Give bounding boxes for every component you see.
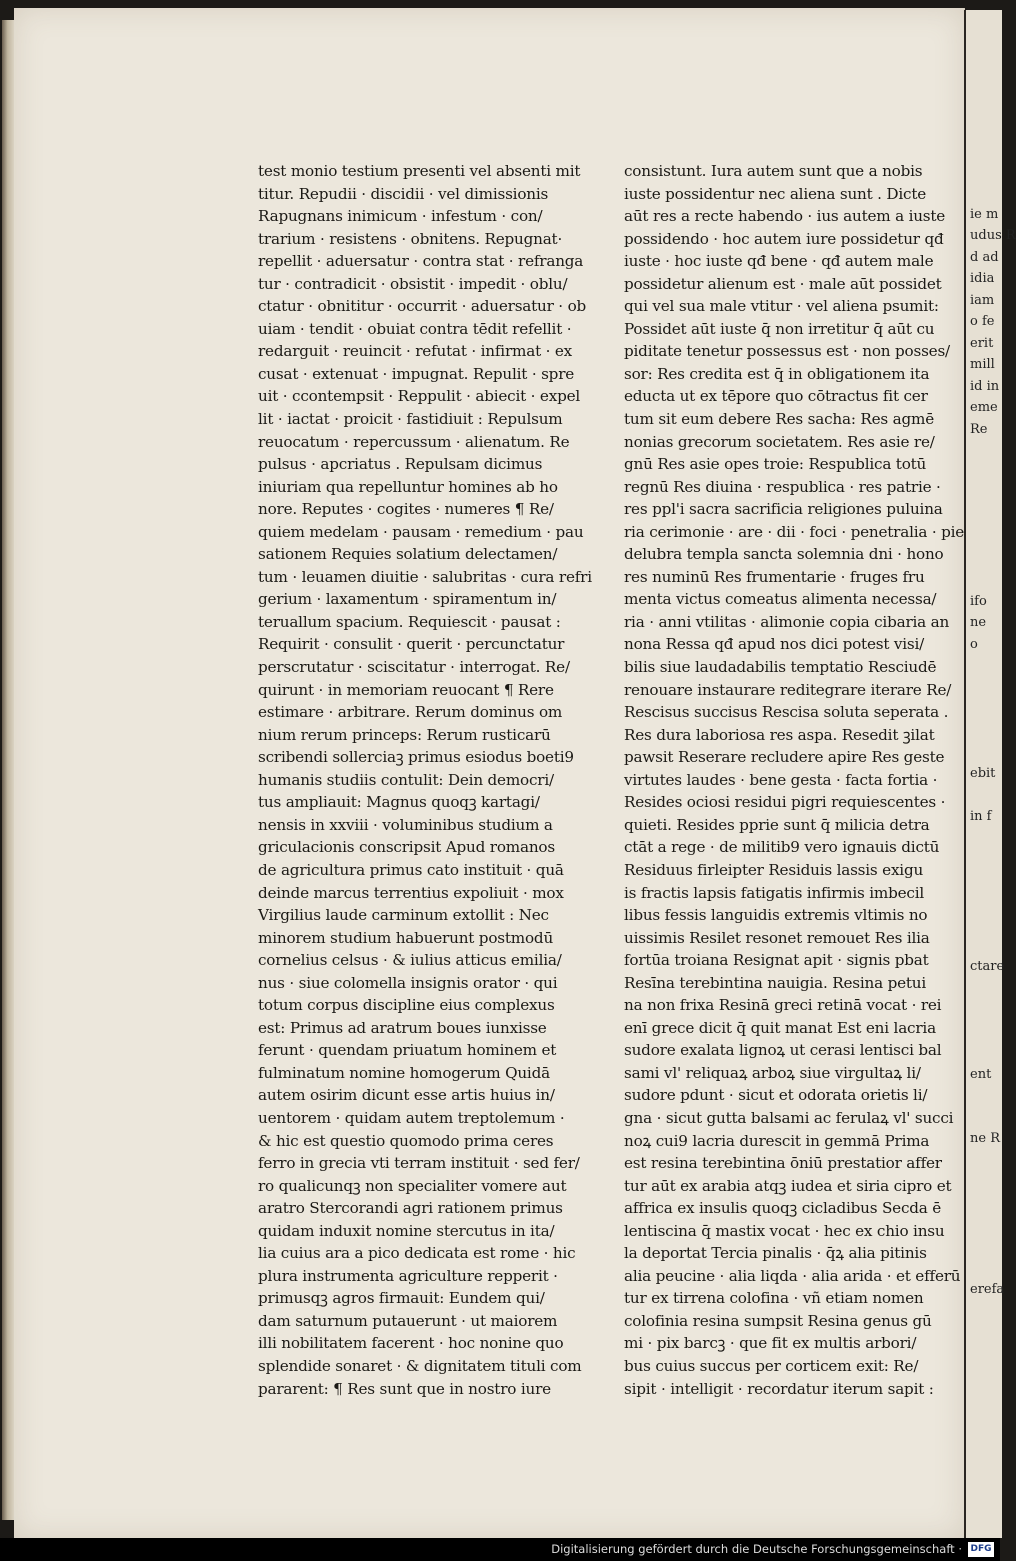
text-line: na non frixa Resinā greci retinā vocat · rei — [624, 996, 942, 1015]
facing-text-fragment: erefa — [970, 1281, 1005, 1297]
facing-text-fragment — [966, 161, 1002, 183]
text-line: ferunt · quendam priuatum hominem et — [258, 1041, 557, 1060]
text-line: iuste possidentur nec aliena sunt . Dicte — [624, 184, 927, 203]
facing-text-fragment — [966, 1494, 1002, 1516]
text-line: humanis studiis contulit: Dein democri/ — [258, 770, 554, 789]
facing-text-fragment: ne — [970, 615, 987, 630]
facing-text-fragment — [966, 677, 1002, 699]
text-line: uentorem · quidam autem treptolemum · — [258, 1108, 565, 1127]
text-line: tur · contradicit · obsistit · impedit · oblu/ — [258, 274, 568, 293]
facing-text-fragment — [966, 505, 1002, 527]
text-line: sami vl' reliquaꝝ arboꝝ siue virgultaꝝ li/ — [624, 1063, 921, 1082]
text-line: cusat · extenuat · impugnat. Repulit · spre — [258, 364, 575, 383]
text-line: alia peucine · alia liqda · alia arida · et efferū — [624, 1266, 961, 1285]
left-text-column — [258, 160, 592, 1400]
text-line: regnū Res diuina · respublica · res patrie · — [624, 477, 941, 496]
text-line: iniuriam qua repelluntur homines ab ho — [258, 477, 558, 496]
text-line: sationem Requies solatium delectamen/ — [258, 545, 558, 564]
text-line: redarguit · reuincit · refutat · infirmat · ex — [258, 342, 573, 361]
facing-text-fragment — [966, 892, 1002, 914]
facing-text-fragment — [966, 1451, 1002, 1473]
facing-text-fragment — [966, 1042, 1002, 1064]
text-line: Requirit · consulit · querit · percunctatur — [258, 635, 565, 654]
text-line: iuste · hoc iuste qđ bene · qđ autem male — [624, 252, 934, 271]
facing-text-fragment — [966, 462, 1002, 484]
text-line: gerium · laxamentum · spiramentum in/ — [258, 590, 557, 609]
facing-text-fragment: o — [970, 636, 978, 652]
facing-text-fragment — [966, 1150, 1002, 1172]
text-line: de agricultura primus cato instituit · quā — [258, 860, 564, 879]
text-line: titur. Repudii · discidii · vel dimissionis — [258, 184, 549, 203]
text-line: estimare · arbitrare. Rerum dominus om — [258, 703, 563, 722]
facing-text-fragment — [966, 720, 1002, 742]
facing-text-fragment — [966, 440, 1002, 462]
facing-text-fragment — [966, 1214, 1002, 1236]
text-line: is fractis lapsis fatigatis infirmis imbecil — [624, 883, 925, 902]
facing-text-fragment — [966, 53, 1002, 75]
facing-text-fragment — [966, 1429, 1002, 1451]
text-line: quieti. Resides pprie sunt q̄ milicia detra — [624, 815, 930, 834]
text-line: aūt res a recte habendo · ius autem a iuste — [624, 207, 946, 226]
facing-text-fragment — [966, 913, 1002, 935]
text-line: splendide sonaret · & dignitatem tituli com — [258, 1356, 582, 1375]
facing-text-fragment: d ad — [970, 249, 999, 265]
text-line: fortūa troiana Resignat apit · signis pbat — [624, 951, 929, 970]
dfg-logo: DFG — [968, 1542, 994, 1557]
text-line: plura instrumenta agriculture repperit · — [258, 1266, 558, 1285]
facing-text-fragment: eme — [970, 400, 998, 415]
text-line: enī grece dicit q̄ quit manat Est eni lacria — [624, 1018, 936, 1037]
text-line: teruallum spacium. Requiescit · pausat : — [258, 612, 561, 631]
text-line: reuocatum · repercussum · alienatum. Re — [258, 432, 570, 451]
facing-text-fragment — [966, 935, 1002, 957]
text-line: ria · anni vtilitas · alimonie copia cibaria an — [624, 612, 950, 631]
text-line: uit · ccontempsit · Reppulit · abiecit · expel — [258, 387, 581, 406]
facing-text-fragment — [966, 1365, 1002, 1387]
text-line: gna · sicut gutta balsami ac ferulaꝝ vl' succi — [624, 1108, 954, 1127]
facing-text-fragment: ie m — [970, 206, 999, 222]
text-line: mi · pix barcꝫ · que fit ex multis arbori/ — [624, 1334, 917, 1353]
facing-text-fragment — [966, 1515, 1002, 1537]
text-line: renouare instaurare reditegrare iterare Re/ — [624, 680, 952, 699]
text-line: scribendi sollerciaꝫ primus esiodus boeti9 — [258, 748, 574, 767]
text-line: autem osirim dicunt esse artis huius in/ — [258, 1086, 555, 1105]
facing-text-fragment — [966, 1107, 1002, 1129]
text-line: tus ampliauit: Magnus quoqꝫ kartagi/ — [258, 793, 540, 812]
text-line: lit · iactat · proicit · fastidiuit : Repulsum — [258, 410, 563, 429]
facing-text-fragment — [966, 483, 1002, 505]
text-line: uiam · tendit · obuiat contra tēdit refellit · — [258, 319, 572, 338]
text-line: possidendo · hoc autem iure possidetur qđ — [624, 229, 944, 248]
text-line: dam saturnum putauerunt · ut maiorem — [258, 1311, 558, 1330]
facing-text-fragment: iam — [970, 292, 995, 308]
text-line: & hic est questio quomodo prima ceres — [258, 1131, 554, 1150]
facing-text-fragment: id in — [970, 378, 1000, 394]
facing-text-fragment: ctare — [970, 959, 1005, 974]
facing-text-fragment — [966, 526, 1002, 548]
facing-text-fragment: idia — [970, 271, 995, 286]
text-line: virtutes laudes · bene gesta · facta fortia · — [624, 770, 938, 789]
facing-text-fragment — [966, 1193, 1002, 1215]
text-line: fulminatum nomine homogerum Quidā — [258, 1063, 550, 1082]
text-line: pararent: ¶ Res sunt que in nostro iure — [258, 1379, 551, 1398]
facing-text-fragment — [966, 1322, 1002, 1344]
facing-text-fragment — [966, 1085, 1002, 1107]
text-line: Resides ociosi residui pigri requiescentes · — [624, 793, 946, 812]
text-line: lentiscina q̄ mastix vocat · hec ex chio insu — [624, 1221, 945, 1240]
facing-text-fragment — [966, 1236, 1002, 1258]
text-line: ria cerimonie · are · dii · foci · penetralia · pie — [624, 522, 965, 541]
right-text-column — [624, 160, 965, 1400]
facing-text-fragment — [966, 999, 1002, 1021]
facing-text-fragment: erit — [970, 335, 994, 351]
text-line: est: Primus ad aratrum boues iunxisse — [258, 1018, 547, 1037]
facing-text-fragment — [966, 1386, 1002, 1408]
text-line: gnū Res asie opes troie: Respublica totū — [624, 455, 927, 474]
facing-text-fragment — [966, 118, 1002, 140]
text-line: consistunt. Iura autem sunt que a nobis — [624, 162, 923, 180]
facing-text-fragment: udus R — [970, 228, 1016, 243]
text-line: piditate tenetur possessus est · non posses/ — [624, 342, 950, 361]
facing-text-fragment — [966, 1257, 1002, 1279]
text-line: ctāt a rege · de militib9 vero ignauis dictū — [624, 838, 940, 857]
text-line: nonias grecorum societatem. Res asie re/ — [624, 432, 935, 451]
text-line: ctatur · obnititur · occurrit · aduersatur · ob — [258, 297, 587, 316]
text-line: possidetur alienum est · male aūt possidet — [624, 274, 942, 293]
facing-text-fragment — [966, 655, 1002, 677]
facing-text-fragment — [966, 741, 1002, 763]
text-line: Residuus firleipter Residuis lassis exigu — [624, 860, 924, 879]
facing-text-fragment: ebit — [970, 765, 996, 781]
text-line: trarium · resistens · obnitens. Repugnat· — [258, 229, 563, 248]
text-line: libus fessis languidis extremis vltimis no — [624, 906, 928, 925]
facing-text-fragment — [966, 1300, 1002, 1322]
text-line: ro qualicunqꝫ non specialiter vomere aut — [258, 1176, 567, 1195]
text-line: test monio testium presenti vel absenti mit — [258, 162, 581, 180]
facing-text-fragment: ent — [970, 1066, 992, 1082]
facing-text-fragment — [966, 849, 1002, 871]
text-line: griculacionis conscripsit Apud romanos — [258, 838, 555, 857]
text-line: cornelius celsus · & iulius atticus emilia/ — [258, 951, 562, 970]
facing-text-fragment — [966, 698, 1002, 720]
facing-text-fragment — [966, 548, 1002, 570]
text-line: totum corpus discipline eius complexus — [258, 996, 555, 1015]
text-line: Res dura laboriosa res aspa. Resedit ꝫilat — [624, 725, 935, 744]
facing-text-fragment — [966, 1408, 1002, 1430]
text-line: la deportat Tercia pinalis · q̄ꝝ alia pitinis — [624, 1244, 927, 1263]
text-line: pulsus · apcriatus . Repulsam dicimus — [258, 455, 543, 474]
footer-bar — [0, 1538, 1000, 1561]
facing-text-fragment — [966, 1171, 1002, 1193]
facing-text-fragment: mill — [970, 357, 995, 372]
facing-text-fragment — [966, 978, 1002, 1000]
text-line: nore. Reputes · cogites · numeres ¶ Re/ — [258, 500, 554, 519]
facing-text-fragment — [966, 1343, 1002, 1365]
text-line: nensis in xxviii · voluminibus studium a — [258, 815, 553, 834]
facing-text-fragment — [966, 1472, 1002, 1494]
text-line: Resīna terebintina nauigia. Resina petui — [624, 973, 927, 992]
text-line: uissimis Resilet resonet remouet Res ilia — [624, 928, 930, 947]
text-line: nus · siue colomella insignis orator · qui — [258, 973, 558, 992]
text-line: tur ex tirrena colofina · vñ etiam nomen — [624, 1289, 924, 1308]
text-line: nona Ressa qđ apud nos dici potest visi/ — [624, 635, 925, 654]
facing-text-fragment: Re — [970, 421, 988, 437]
facing-text-fragment — [966, 569, 1002, 591]
facing-text-fragment — [966, 75, 1002, 97]
text-line: Rapugnans inimicum · infestum · con/ — [258, 207, 543, 226]
text-line: ferro in grecia vti terram instituit · sed fer/ — [258, 1154, 580, 1173]
facing-text-fragment — [966, 10, 1002, 32]
text-line: pawsit Reserare recludere apire Res geste — [624, 748, 945, 767]
text-line: quiem medelam · pausam · remedium · pau — [258, 522, 584, 541]
text-line: delubra templa sancta solemnia dni · hono — [624, 545, 944, 564]
text-line: sor: Res credita est q̄ in obligationem ita — [624, 364, 930, 383]
text-line: res ppl'i sacra sacrificia religiones puluina — [624, 500, 943, 519]
text-line: bilis siue laudadabilis temptatio Resciudē — [624, 658, 937, 677]
facing-page-fragment — [964, 10, 1016, 1538]
text-line: sipit · intelligit · recordatur iterum sapit : — [624, 1379, 934, 1398]
text-line: Possidet aūt iuste q̄ non irretitur q̄ aūt cu — [624, 319, 935, 338]
text-line: Virgilius laude carminum extollit : Nec — [258, 906, 549, 925]
text-line: bus cuius succus per corticem exit: Re/ — [624, 1356, 919, 1375]
text-line: res numinū Res frumentarie · fruges fru — [624, 567, 925, 586]
text-line: primusqꝫ agros firmauit: Eundem qui/ — [258, 1289, 545, 1308]
text-line: sudore exalata lignoꝝ ut cerasi lentisci bal — [624, 1041, 942, 1060]
facing-text-fragment: in f — [970, 808, 992, 824]
text-line: repellit · aduersatur · contra stat · refranga — [258, 252, 584, 271]
text-line: aratro Stercorandi agri rationem primus — [258, 1199, 563, 1218]
facing-text-fragment — [966, 96, 1002, 118]
text-line: quirunt · in memoriam reuocant ¶ Rere — [258, 680, 554, 699]
text-line: minorem studium habuerunt postmodū — [258, 928, 554, 947]
text-line: deinde marcus terrentius expoliuit · mox — [258, 883, 564, 902]
facing-text-fragment — [966, 827, 1002, 849]
text-line: nium rerum princeps: Rerum rusticarū — [258, 725, 551, 744]
text-line: qui vel sua male vtitur · vel aliena psumit: — [624, 297, 939, 316]
text-line: lia cuius ara a pico dedicata est rome · hic — [258, 1244, 576, 1263]
text-line: perscrutatur · sciscitatur · interrogat. Re/ — [258, 658, 570, 677]
facing-text-fragment — [966, 870, 1002, 892]
facing-text-fragment — [966, 182, 1002, 204]
text-line: tum · leuamen diuitie · salubritas · cura refri — [258, 567, 592, 586]
funding-credit: Digitalisierung gefördert durch die Deutsche Forschungsgemeinschaft · — [551, 1542, 962, 1556]
text-line: menta victus comeatus alimenta necessa/ — [624, 590, 937, 609]
facing-text-fragment: ifo — [970, 593, 987, 609]
text-line: tur aūt ex arabia atqꝫ iudea et siria cipro et — [624, 1176, 952, 1195]
text-line: educta ut ex tēpore quo cōtractus fit cer — [624, 387, 928, 406]
text-line: affrica ex insulis quoqꝫ cicladibus Secda ē — [624, 1199, 942, 1218]
facing-text-fragment: ne R — [970, 1131, 1000, 1146]
text-line: sudore pdunt · sicut et odorata orietis li/ — [624, 1086, 928, 1105]
facing-text-fragment — [966, 1021, 1002, 1043]
facing-text-fragment: o fe — [970, 314, 995, 329]
text-line: est resina terebintina ōniū prestatior affer — [624, 1154, 942, 1173]
text-line: tum sit eum debere Res sacha: Res agmē — [624, 410, 934, 429]
facing-text-fragment — [966, 139, 1002, 161]
facing-text-fragment — [966, 32, 1002, 54]
text-line: Rescisus succisus Rescisa soluta seperata . — [624, 703, 949, 722]
facing-text-fragment — [966, 784, 1002, 806]
text-line: noꝝ cui9 lacria durescit in gemmā Prima — [624, 1131, 930, 1150]
text-line: illi nobilitatem facerent · hoc nonine quo — [258, 1334, 564, 1353]
text-line: colofinia resina sumpsit Resina genus gū — [624, 1311, 932, 1330]
text-line: quidam induxit nomine stercutus in ita/ — [258, 1221, 555, 1240]
